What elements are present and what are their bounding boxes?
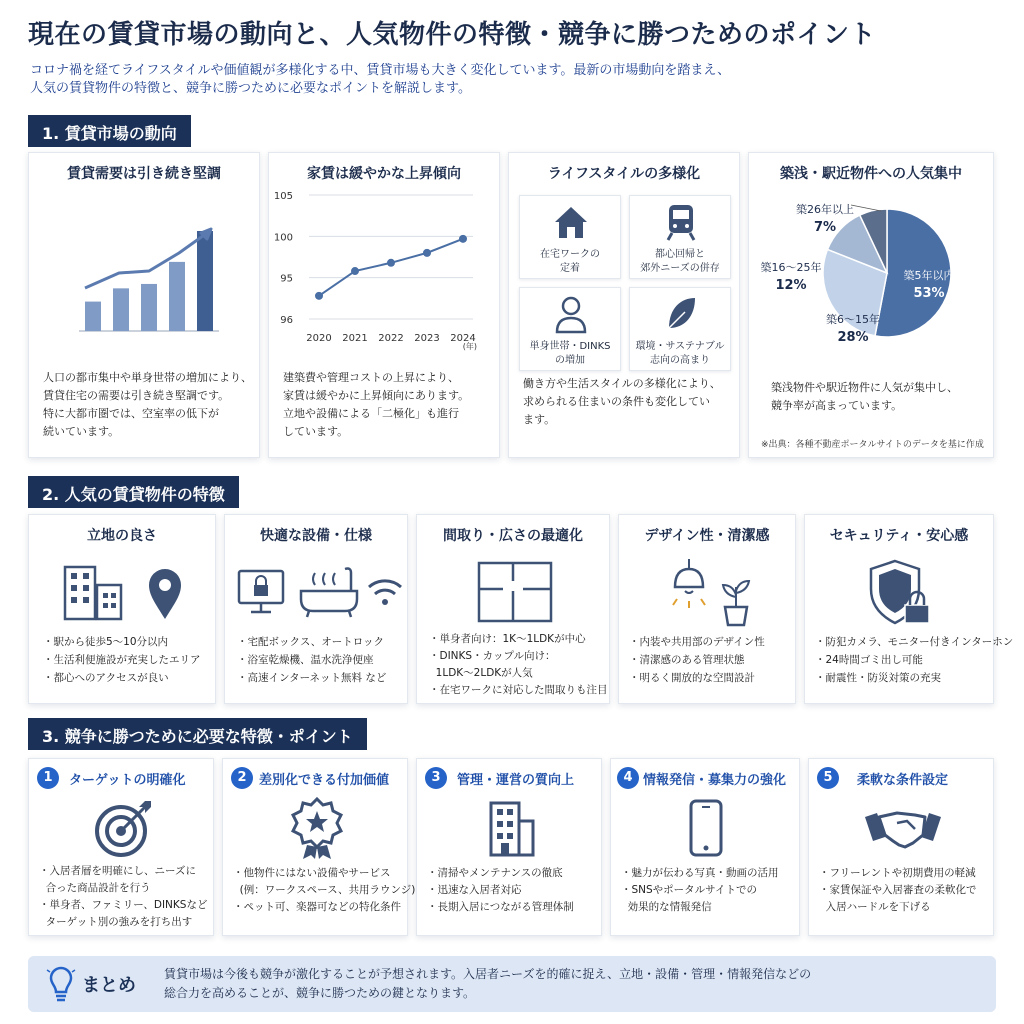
feature-list xyxy=(629,633,765,687)
point-line: 入居ハードルを下げる xyxy=(819,901,931,913)
feature-line: ・浴室乾燥機、温水洗浄便座 xyxy=(237,654,374,666)
description-line: 賃貸住宅の需要は引き続き堅調です。 xyxy=(43,389,230,402)
feature-line: ・高速インターネット無料 など xyxy=(237,672,387,684)
feature-line: ・耐震性・防災対策の充実 xyxy=(815,672,941,684)
wifi-icon xyxy=(369,581,401,587)
intro-line: 人気の賃貸物件の特徴と、競争に勝つために必要なポイントを解説します。 xyxy=(30,81,471,96)
x-tick-label: 2024 xyxy=(450,333,476,344)
number-badge: 2 xyxy=(231,767,253,789)
point-title: 管理・運営の質向上 xyxy=(457,773,575,788)
intro-line: コロナ禍を経てライフスタイルや価値観が多様化する中、賃貸市場も大きく変化しています。最新の市場動向を踏まえ、 xyxy=(30,63,731,78)
rent-series-line xyxy=(319,239,463,296)
feature-line: ・防犯カメラ、モニター付きインターホン xyxy=(815,636,1014,648)
lifestyle-tile-sustainable xyxy=(629,287,731,371)
summary-line: 総合力を高めることが、競争に勝つための鍵となります。 xyxy=(164,986,476,1000)
rent-data-point xyxy=(423,249,431,257)
card-title: デザイン性・清潔感 xyxy=(644,528,770,544)
feature-line: ・DINKS・カップル向け： xyxy=(429,650,556,662)
smartphone-icon xyxy=(687,799,727,859)
card-description xyxy=(283,369,469,441)
rent-data-point xyxy=(315,292,323,300)
feature-card-security xyxy=(804,514,1014,704)
point-title: 情報発信・募集力の強化 xyxy=(643,773,787,788)
equipment-icons xyxy=(235,565,405,625)
point-line: ・SNSやポータルサイトでの xyxy=(621,884,757,896)
feature-line: 1LDK～2LDKが人気 xyxy=(429,667,533,679)
point-line: ・ペット可、楽器可などの特化条件 xyxy=(233,901,401,913)
feature-card-layout xyxy=(416,514,610,704)
feature-list xyxy=(429,631,608,699)
feature-line: ・生活利便施設が充実したエリア xyxy=(43,654,201,666)
point-title: 差別化できる付加価値 xyxy=(259,773,390,788)
description-line: 家賃は緩やかに上昇傾向にあります。 xyxy=(283,389,470,402)
feature-line: ・駅から徒歩5～10分以内 xyxy=(43,636,169,648)
summary-box xyxy=(28,956,996,1012)
point-list xyxy=(621,865,779,916)
feature-list xyxy=(237,633,386,687)
description-line: 築浅物件や駅近物件に人気が集中し、 xyxy=(771,381,958,394)
description-line: しています。 xyxy=(283,425,349,438)
leader-line xyxy=(851,205,881,211)
pie-value-label: 28% xyxy=(837,330,869,345)
lifestyle-tile-remote-work xyxy=(519,195,621,279)
feature-line: ・単身者向け：1K～1LDKが中心 xyxy=(429,633,586,645)
description-line: 競争率が高まっています。 xyxy=(771,399,903,412)
demand-bar xyxy=(169,262,185,331)
leaf-icon xyxy=(663,294,699,334)
description-line: 立地や設備による「二極化」も進行 xyxy=(283,407,459,420)
tile-label-line: 環境・サステナブル xyxy=(635,341,725,352)
building-icon xyxy=(65,567,95,619)
card-title: ライフスタイルの多様化 xyxy=(547,166,701,182)
target-icon xyxy=(93,799,153,859)
x-tick-label: 2020 xyxy=(306,333,332,344)
point-line: 効果的な情報発信 xyxy=(621,901,712,913)
tile-label xyxy=(630,248,730,276)
point-line: ・単身者、ファミリー、DINKSなど xyxy=(39,899,208,911)
card-title: 快適な設備・仕様 xyxy=(260,528,372,544)
card-title: 間取り・広さの最適化 xyxy=(443,528,583,544)
x-tick-label: 2022 xyxy=(378,333,404,344)
point-list xyxy=(39,863,207,931)
point-list xyxy=(819,865,977,916)
summary-text xyxy=(164,965,811,1003)
feature-line: ・宅配ボックス、オートロック xyxy=(237,636,384,648)
feature-line: ・内装や共用部のデザイン性 xyxy=(629,636,765,648)
demand-bar xyxy=(197,231,213,331)
office-building-icon xyxy=(485,797,537,861)
number-badge: 4 xyxy=(617,767,639,789)
feature-card-design xyxy=(618,514,796,704)
page-title: 現在の賃貸市場の動向と、人気物件の特徴・競争に勝つためのポイント xyxy=(28,20,877,50)
feature-line: ・24時間ゴミ出し可能 xyxy=(815,654,923,666)
description-line: ます。 xyxy=(523,413,556,426)
card-description xyxy=(771,379,958,415)
pie-value-label: 7% xyxy=(813,220,837,235)
section-heading-market: 1. 賃貸市場の動向 xyxy=(28,115,191,147)
map-pin-icon xyxy=(149,569,181,619)
card-rent xyxy=(268,152,500,458)
age-pie-chart xyxy=(749,185,995,375)
demand-bar xyxy=(113,288,129,331)
card-description xyxy=(523,375,721,429)
description-line: 求められる住まいの条件も変化してい xyxy=(523,395,710,408)
point-card-management xyxy=(416,758,602,936)
train-icon xyxy=(663,202,699,242)
tile-label-line: 在宅ワークの xyxy=(540,249,600,260)
lightbulb-icon xyxy=(46,964,76,1004)
y-tick-label: 105 xyxy=(273,191,293,202)
card-title: 家賃は緩やかな上昇傾向 xyxy=(307,166,461,182)
point-title: ターゲットの明確化 xyxy=(69,773,186,788)
point-card-flexible xyxy=(808,758,994,936)
card-title: 賃貸需要は引き続き堅調 xyxy=(67,166,221,182)
demand-bar-chart xyxy=(29,183,261,513)
tile-label-line: 都心回帰と xyxy=(655,249,705,260)
x-unit-label: (年) xyxy=(462,342,477,351)
rent-line-chart xyxy=(269,189,501,359)
tile-label-line: 郊外ニーズの併存 xyxy=(640,263,720,274)
card-title: 立地の良さ xyxy=(87,528,157,544)
floor-plan-icon xyxy=(475,559,555,625)
point-line: ・フリーレントや初期費用の軽減 xyxy=(819,867,976,879)
section-heading-points: 3. 競争に勝つために必要な特徴・ポイント xyxy=(28,718,367,750)
number-badge: 3 xyxy=(425,767,447,789)
y-tick-label: 95 xyxy=(280,273,293,285)
pie-value-label: 12% xyxy=(775,278,807,293)
pie-category-label: 築5年以内 xyxy=(903,269,955,282)
point-line: ・清掃やメンテナンスの徹底 xyxy=(427,867,563,879)
point-list xyxy=(427,865,574,916)
card-title: 築浅・駅近物件への人気集中 xyxy=(780,166,962,182)
section-heading-features: 2. 人気の賃貸物件の特徴 xyxy=(28,476,239,508)
point-line: ・入居者層を明確にし、ニーズに xyxy=(39,865,196,877)
tile-label xyxy=(520,340,620,368)
number-badge: 5 xyxy=(817,767,839,789)
point-line: ・長期入居につながる管理体制 xyxy=(427,901,574,913)
pie-value-label: 53% xyxy=(913,286,945,301)
feature-line: ・都心へのアクセスが良い xyxy=(43,672,169,684)
feature-line: ・明るく開放的な空間設計 xyxy=(629,672,755,684)
feature-list xyxy=(815,633,1013,687)
summary-line: 賃貸市場は今後も競争が激化することが予想されます。入居者ニーズを的確に捉え、立地・設備・管理・情報発信などの xyxy=(164,967,812,981)
point-line: ・家賃保証や入居審査の柔軟化で xyxy=(819,884,977,896)
y-tick-label: 100 xyxy=(273,232,293,244)
rent-data-point xyxy=(459,235,467,243)
y-tick-label: 96 xyxy=(280,315,293,326)
award-badge-icon xyxy=(287,797,347,861)
pie-category-label: 築6～15年 xyxy=(826,313,880,326)
feature-line: ・在宅ワークに対応した間取りも注目 xyxy=(429,684,608,696)
x-tick-label: 2023 xyxy=(414,333,440,344)
description-line: 人口の都市集中や単身世帯の増加により、 xyxy=(43,371,252,384)
description-line: 働き方や生活スタイルの多様化により、 xyxy=(523,377,721,390)
tile-label-line: 志向の高まり xyxy=(650,355,710,366)
point-line: 合った商品設計を行う xyxy=(39,882,151,894)
point-line: ・魅力が伝わる写真・動画の活用 xyxy=(621,867,779,879)
feature-list xyxy=(43,633,201,687)
point-title: 柔軟な条件設定 xyxy=(857,773,949,788)
rent-data-point xyxy=(351,267,359,275)
potted-plant-icon xyxy=(725,607,747,625)
description-line: 建築費や管理コストの上昇により、 xyxy=(283,371,459,384)
point-card-added-value xyxy=(222,758,416,936)
feature-card-equipment xyxy=(224,514,408,704)
rent-data-point xyxy=(387,259,395,267)
trend-line xyxy=(85,233,207,288)
person-icon xyxy=(553,294,589,334)
pie-category-label: 築16～25年 xyxy=(760,261,822,274)
card-title: セキュリティ・安心感 xyxy=(829,528,969,544)
intro-text xyxy=(30,62,930,98)
lifestyle-tile-urban xyxy=(629,195,731,279)
feature-card-location xyxy=(28,514,216,704)
tile-label-line: の増加 xyxy=(555,355,585,366)
feature-line: ・清潔感のある管理状態 xyxy=(629,654,745,666)
demand-bar xyxy=(141,284,157,331)
point-card-promotion xyxy=(610,758,800,936)
card-lifestyle xyxy=(508,152,740,458)
card-age xyxy=(748,152,994,458)
tile-label xyxy=(630,340,730,368)
shield-lock-icon xyxy=(865,557,937,629)
point-card-target xyxy=(28,758,214,936)
description-line: 続いています。 xyxy=(43,425,120,438)
point-line: (例：ワークスペース、共用ラウンジ) xyxy=(233,884,416,896)
point-line: ・迅速な入居者対応 xyxy=(427,884,522,896)
pie-category-label: 築26年以上 xyxy=(796,203,854,216)
card-description xyxy=(43,369,252,441)
number-badge: 1 xyxy=(37,767,59,789)
demand-bar xyxy=(85,302,101,331)
description-line: 特に大都市圏では、空室率の低下が xyxy=(43,407,219,420)
house-icon xyxy=(551,204,591,242)
bathtub-icon xyxy=(301,591,357,611)
x-tick-label: 2021 xyxy=(342,333,368,344)
handshake-icon xyxy=(863,807,943,851)
tile-label-line: 定着 xyxy=(560,263,580,274)
source-note: ※出典：各種不動産ポータルサイトのデータを基に作成 xyxy=(761,440,984,450)
buildings-location-icon xyxy=(59,559,199,623)
tile-label-line: 単身世帯・DINKS xyxy=(529,341,611,352)
point-line: ターゲット別の強みを打ち出す xyxy=(39,916,193,928)
card-demand xyxy=(28,152,260,458)
lifestyle-tile-singles xyxy=(519,287,621,371)
summary-label: まとめ xyxy=(82,975,136,996)
tile-label xyxy=(520,248,620,276)
lamp-plant-icon xyxy=(659,557,759,629)
point-line: ・他物件にはない設備やサービス xyxy=(233,867,391,879)
point-list xyxy=(233,865,415,916)
